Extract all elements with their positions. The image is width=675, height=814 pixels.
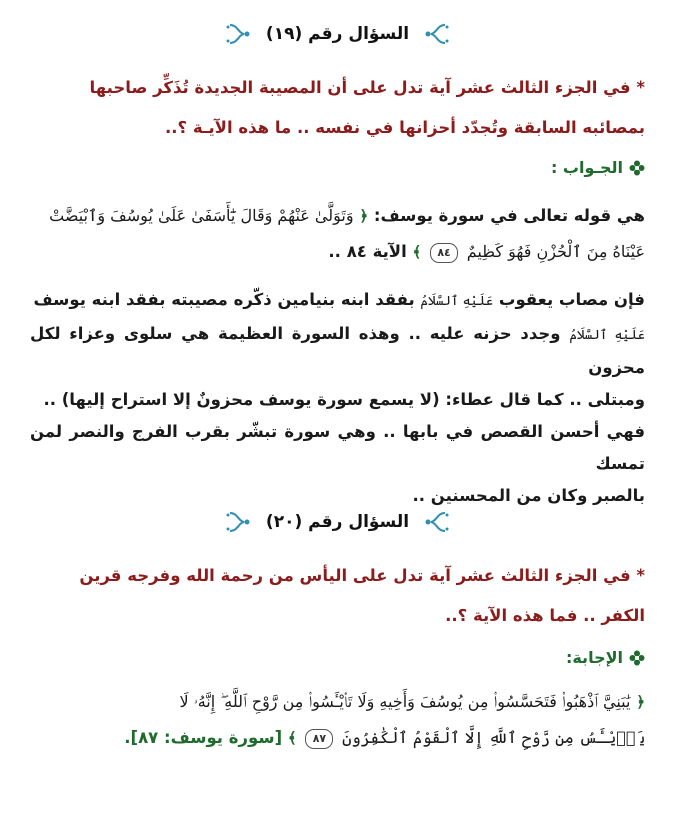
question-19-text bbox=[30, 72, 645, 144]
answer-20-verse-line-2 bbox=[30, 720, 645, 756]
answer-19-verse-block bbox=[30, 198, 645, 270]
answer-19-explanation bbox=[30, 284, 645, 512]
question-20-line-2: الكفر .. فما هذه الآية ؟.. bbox=[445, 606, 645, 625]
answer-19-verse-line-1 bbox=[30, 198, 645, 234]
floral-ornament-right-icon bbox=[423, 511, 451, 533]
flower-icon bbox=[629, 160, 645, 176]
explanation-line-2 bbox=[30, 318, 645, 384]
question-20-text bbox=[30, 560, 645, 632]
question-19-line-1: * في الجزء الثالث عشر آية تدل على أن المصيبة الجديدة تُذَكِّر صاحبها bbox=[89, 78, 645, 97]
question-20-line-1: * في الجزء الثالث عشر آية تدل على اليأس من رحمة الله وفرجه قرين bbox=[79, 566, 645, 585]
explanation-line-1 bbox=[30, 284, 645, 318]
question-19-header bbox=[0, 14, 675, 54]
explanation-line-5: بالصبر وكان من المحسنين .. bbox=[412, 486, 645, 505]
answer-19-intro: هي قوله تعالى في سورة يوسف: bbox=[373, 206, 645, 225]
verse-close-bracket: ﴾ bbox=[412, 243, 422, 261]
floral-ornament-left-icon bbox=[224, 511, 252, 533]
question-19-title: السؤال رقم (١٩) bbox=[265, 24, 410, 44]
explanation-line-2-text: وجدد حزنه عليه .. وهذه السورة العظيمة هي سلوى وعزاء لكل محزون bbox=[30, 324, 645, 377]
verse-open-bracket: ﴿ bbox=[359, 207, 369, 225]
ayah-number-badge: ٨٤ bbox=[430, 243, 458, 263]
explanation-line-4: فهي أحسن القصص في بابها .. وهي سورة تبشّر بقرب الفرج والنصر لمن تمسك bbox=[30, 422, 645, 473]
source-text: سورة يوسف: ٨٧ bbox=[138, 728, 275, 747]
verse-19-part-1: وَتَوَلَّىٰ عَنْهُمْ وَقَالَ يَٰٓأَسَفَىٰ عَلَىٰ يُوسُفَ وَٱبْيَضَّتْ bbox=[49, 206, 354, 225]
flower-icon bbox=[629, 650, 645, 666]
answer-19-verse-line-2 bbox=[30, 234, 645, 270]
floral-ornament-left-icon bbox=[224, 23, 252, 45]
source-open-bracket: [ bbox=[274, 728, 283, 747]
salam-phrase-2: عَلَيْهِ ٱلسَّلَامُ bbox=[569, 328, 646, 343]
verse-close-bracket: ﴾ bbox=[287, 729, 297, 747]
answer-20-verse-block bbox=[30, 684, 645, 756]
answer-19-label-text: الجـواب : bbox=[550, 158, 623, 177]
verse-20-line-1: يَٰبَنِيَّ ٱذْهَبُوا۟ فَتَحَسَّسُوا۟ مِن يُوسُفَ وَأَخِيهِ وَلَا تَا۟يْـَٔسُوا۟ مِن رَّوْحِ ٱللَّهِ ۖ إِنَّهُۥ لَا bbox=[179, 692, 631, 711]
answer-20-label-text: الإجابة: bbox=[565, 648, 623, 667]
explanation-line-3: ومبتلى .. كما قال عطاء: (لا يسمع سورة يوسف محزونٌ إلا استراح إليها) .. bbox=[43, 390, 645, 409]
answer-19-label bbox=[551, 158, 645, 177]
verse-19-part-2: عَيْنَاهُ مِنَ ٱلْحُزْنِ فَهُوَ كَظِيمٌ bbox=[466, 242, 645, 261]
verse-open-bracket: ﴿ bbox=[636, 693, 645, 711]
ayah-number-badge: ٨٧ bbox=[305, 729, 333, 749]
explanation-line-1b: بفقد ابنه بنيامين ذكّره مصيبته بفقد ابنه يوسف bbox=[33, 290, 415, 309]
verse-20-line-2: يَا۟يْـَٔسُ مِن رَّوْحِ ٱللَّهِ إِلَّا ٱلْقَوْمُ ٱلْكَٰفِرُونَ bbox=[342, 728, 645, 747]
explanation-line-1a: فإن مصاب يعقوب bbox=[498, 290, 645, 309]
question-20-header bbox=[0, 502, 675, 542]
question-20-title: السؤال رقم (٢٠) bbox=[265, 512, 410, 532]
source-close-bracket: ]. bbox=[124, 728, 139, 747]
verse-19-reference: الآية ٨٤ .. bbox=[328, 242, 407, 261]
question-19-line-2: بمصائبه السابقة وتُجدّد أحزانها في نفسه .. ما هذه الآيـة ؟.. bbox=[164, 118, 645, 137]
salam-phrase-1: عَلَيْهِ ٱلسَّلَامُ bbox=[420, 294, 494, 309]
verse-20-source bbox=[124, 728, 282, 747]
answer-20-verse-line-1 bbox=[30, 684, 645, 720]
floral-ornament-right-icon bbox=[423, 23, 451, 45]
answer-20-label bbox=[566, 648, 645, 667]
